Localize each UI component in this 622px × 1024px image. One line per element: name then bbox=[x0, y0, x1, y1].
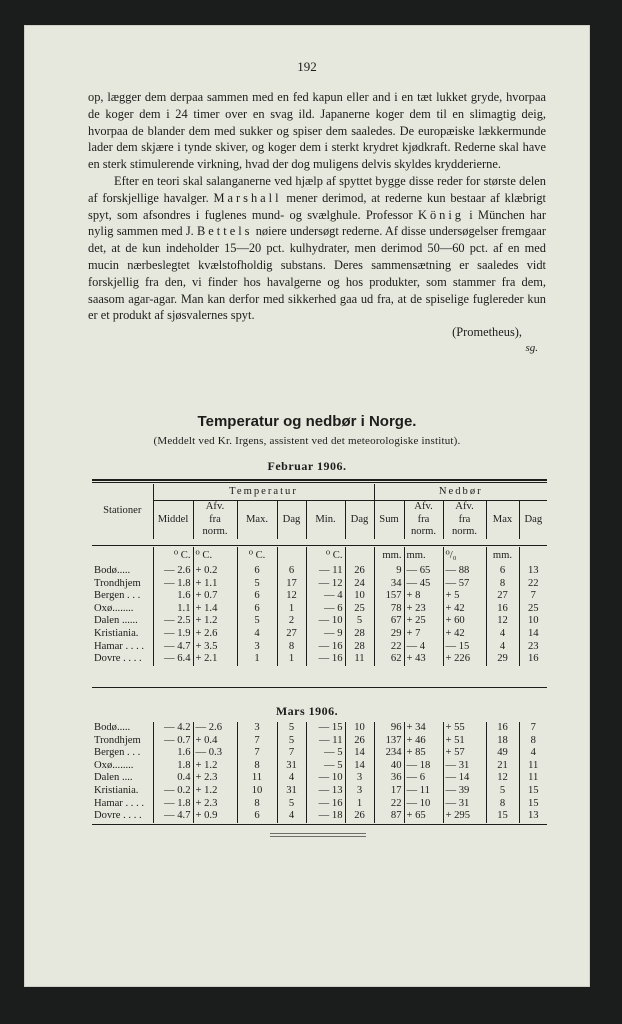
table-cell: ⁰ C. bbox=[153, 547, 193, 565]
table-cell: — 4 bbox=[306, 590, 345, 603]
table-cell: 7 bbox=[519, 590, 547, 603]
header-sum: Sum bbox=[374, 501, 404, 539]
table-cell: 27 bbox=[486, 590, 519, 603]
table-cell: ⁰/₀ bbox=[443, 547, 486, 565]
table-cell: — 2.6 bbox=[153, 565, 193, 578]
table-cell: — 16 bbox=[306, 641, 345, 654]
february-bottom-rule bbox=[92, 687, 547, 688]
header-nedbor: Nedbør bbox=[374, 484, 547, 501]
table-cell: 4 bbox=[277, 810, 306, 823]
table-cell: 234 bbox=[374, 747, 404, 760]
table-cell: — 1.8 bbox=[153, 578, 193, 591]
table-cell: 11 bbox=[237, 772, 277, 785]
table-cell: — 11 bbox=[306, 565, 345, 578]
table-cell: 28 bbox=[345, 628, 374, 641]
table-cell: 157 bbox=[374, 590, 404, 603]
author-name-konig: König bbox=[418, 207, 464, 222]
table-cell: ⁰ C. bbox=[237, 547, 277, 565]
table-cell: — 45 bbox=[404, 578, 443, 591]
table-cell: + 295 bbox=[443, 810, 486, 823]
table-cell: — 10 bbox=[306, 615, 345, 628]
station-name: Oxø........ bbox=[94, 602, 134, 614]
table-cell: — 65 bbox=[404, 565, 443, 578]
table-cell: 1 bbox=[345, 798, 374, 811]
table-cell: 5 bbox=[277, 798, 306, 811]
table-row bbox=[92, 653, 547, 666]
march-table bbox=[92, 722, 547, 823]
table-cell: — 4.2 bbox=[153, 722, 193, 735]
table-cell: + 3.5 bbox=[193, 641, 237, 654]
table-row bbox=[92, 735, 547, 748]
table-cell: 10 bbox=[519, 615, 547, 628]
table-cell: 6 bbox=[237, 603, 277, 616]
table-cell: 13 bbox=[519, 565, 547, 578]
page-number: 192 bbox=[297, 59, 317, 74]
table-cell: 2 bbox=[277, 615, 306, 628]
table-cell: 14 bbox=[519, 628, 547, 641]
table-cell: + 42 bbox=[443, 628, 486, 641]
table-cell: 29 bbox=[374, 628, 404, 641]
document-page bbox=[24, 25, 590, 987]
table-cell: — 39 bbox=[443, 785, 486, 798]
table-cell: 13 bbox=[519, 810, 547, 823]
table-cell: + 85 bbox=[404, 747, 443, 760]
table-cell: + 34 bbox=[404, 722, 443, 735]
table-cell: — 10 bbox=[306, 772, 345, 785]
table-cell: 11 bbox=[519, 772, 547, 785]
header-bottom-rule bbox=[92, 545, 547, 546]
table-cell: 5 bbox=[277, 722, 306, 735]
table-cell: + 5 bbox=[443, 590, 486, 603]
table-cell: 26 bbox=[345, 735, 374, 748]
table-cell bbox=[519, 547, 547, 565]
table-cell: 3 bbox=[345, 772, 374, 785]
table-cell: + 0.2 bbox=[193, 565, 237, 578]
table-cell: + 43 bbox=[404, 653, 443, 666]
table-row bbox=[92, 628, 547, 641]
station-name: Hamar . . . . bbox=[94, 640, 145, 652]
table-cell: 4 bbox=[277, 772, 306, 785]
table-cell: + 1.4 bbox=[193, 603, 237, 616]
table-cell: 62 bbox=[374, 653, 404, 666]
table-cell: — 12 bbox=[306, 578, 345, 591]
table-cell: 15 bbox=[519, 785, 547, 798]
station-name: Bodø..... bbox=[94, 722, 131, 733]
table-cell: 4 bbox=[237, 628, 277, 641]
table-cell: 24 bbox=[345, 578, 374, 591]
table-cell: + 46 bbox=[404, 735, 443, 748]
table-cell: mm. bbox=[486, 547, 519, 565]
table-cell: + 2.6 bbox=[193, 628, 237, 641]
table-cell: 8 bbox=[237, 760, 277, 773]
table-cell: — 18 bbox=[306, 810, 345, 823]
table-cell: — 6 bbox=[306, 603, 345, 616]
table-cell: — 0.7 bbox=[153, 735, 193, 748]
table-row bbox=[92, 615, 547, 628]
table-row bbox=[92, 810, 547, 823]
table-cell: — 14 bbox=[443, 772, 486, 785]
table-cell: — 0.2 bbox=[153, 785, 193, 798]
table-cell: + 0.9 bbox=[193, 810, 237, 823]
table-cell: + 55 bbox=[443, 722, 486, 735]
table-cell: + 1.2 bbox=[193, 760, 237, 773]
table-cell: — 1.9 bbox=[153, 628, 193, 641]
table-cell: 10 bbox=[345, 722, 374, 735]
table-cell: 7 bbox=[237, 747, 277, 760]
table-cell: — 15 bbox=[306, 722, 345, 735]
table-cell: + 60 bbox=[443, 615, 486, 628]
author-name-bettels: Bettels bbox=[197, 224, 253, 239]
table-cell: 21 bbox=[486, 760, 519, 773]
table-cell: — 5 bbox=[306, 747, 345, 760]
table-cell: + 226 bbox=[443, 653, 486, 666]
table-cell: 8 bbox=[486, 798, 519, 811]
table-row bbox=[92, 590, 547, 603]
table-cell: 3 bbox=[237, 641, 277, 654]
table-cell: 11 bbox=[519, 760, 547, 773]
table-cell: — 11 bbox=[306, 735, 345, 748]
table-top-rule-thin bbox=[92, 482, 547, 483]
paragraph-1: op, lægger dem derpaa sammen med en fed kapun eller and i en tæt lukket gryde, hvorpaa de koger dem i 24 timer over en svag ild. Japanerne koger dem til en slimagtig deig, hvorpaa de blander dem med sukker og spiser dem saaledes. De europæiske lækkermunde lader dem skjære i tynde skiver, og koger dem i sterkt krydret kjødkraft. Rederne skal have en sterk stimulerende virkning, hvad der dog muligens delvis skyldes krydderierne. bbox=[88, 90, 546, 172]
table-cell: + 25 bbox=[404, 615, 443, 628]
table-cell: 4 bbox=[486, 641, 519, 654]
table-cell: 4 bbox=[486, 628, 519, 641]
table-cell: — 6.4 bbox=[153, 653, 193, 666]
table-cell: 14 bbox=[345, 747, 374, 760]
march-bottom-rule bbox=[92, 824, 547, 825]
table-cell: 17 bbox=[277, 578, 306, 591]
month-heading-march: Mars 1906. bbox=[275, 704, 339, 718]
table-cell: — 9 bbox=[306, 628, 345, 641]
table-cell: — 2.5 bbox=[153, 615, 193, 628]
station-name: Kristiania. bbox=[94, 627, 139, 639]
table-cell: — 31 bbox=[443, 760, 486, 773]
table-cell: 3 bbox=[345, 785, 374, 798]
table-cell: 1 bbox=[237, 653, 277, 666]
table-cell: — 4 bbox=[404, 641, 443, 654]
table-cell: 36 bbox=[374, 772, 404, 785]
table-cell: 18 bbox=[486, 735, 519, 748]
table-cell: 1 bbox=[277, 653, 306, 666]
table-cell: 12 bbox=[277, 590, 306, 603]
table-cell: — 13 bbox=[306, 785, 345, 798]
table-cell: 5 bbox=[237, 615, 277, 628]
table-cell: 49 bbox=[486, 747, 519, 760]
table-cell: 15 bbox=[486, 810, 519, 823]
month-heading-february: Februar 1906. bbox=[267, 459, 347, 473]
table-cell: 1.1 bbox=[153, 603, 193, 616]
table-cell: + 2.3 bbox=[193, 798, 237, 811]
table-cell: 8 bbox=[486, 578, 519, 591]
table-cell: 5 bbox=[237, 578, 277, 591]
table-row bbox=[92, 747, 547, 760]
table-title: Temperatur og nedbør i Norge. bbox=[197, 413, 417, 430]
table-cell: — 15 bbox=[443, 641, 486, 654]
table-cell: 4 bbox=[519, 747, 547, 760]
station-name: Hamar . . . . bbox=[94, 797, 145, 809]
table-cell: 17 bbox=[374, 785, 404, 798]
table-cell: + 0.4 bbox=[193, 735, 237, 748]
author-name-marshall: Marshall bbox=[213, 190, 282, 205]
table-cell: + 0.7 bbox=[193, 590, 237, 603]
table-cell: 16 bbox=[486, 722, 519, 735]
table-cell: 67 bbox=[374, 615, 404, 628]
table-cell: + 51 bbox=[443, 735, 486, 748]
table-cell: ⁰ C. bbox=[193, 547, 237, 565]
header-max-nedbor: Max bbox=[486, 501, 519, 539]
table-cell: + 2.1 bbox=[193, 653, 237, 666]
table-cell: mm. bbox=[404, 547, 443, 565]
table-cell: 40 bbox=[374, 760, 404, 773]
station-name: Trondhjem bbox=[94, 577, 141, 589]
table-cell: 6 bbox=[486, 565, 519, 578]
station-name: Kristiania. bbox=[94, 784, 139, 796]
table-cell: 1.8 bbox=[153, 760, 193, 773]
table-cell: 14 bbox=[345, 760, 374, 773]
table-header: Stationer Temperatur Nedbør Middel Afv. Max. Dag Min. Dag Sum Afv. Afv. Max Dag fra fra fra norm. norm. norm. bbox=[92, 484, 547, 539]
table-cell: + 57 bbox=[443, 747, 486, 760]
table-cell: 22 bbox=[374, 641, 404, 654]
table-cell: + 1.2 bbox=[193, 615, 237, 628]
table-cell: 3 bbox=[237, 722, 277, 735]
header-dag-nedbor: Dag bbox=[519, 501, 547, 539]
table-cell: 16 bbox=[486, 603, 519, 616]
table-cell: 25 bbox=[345, 603, 374, 616]
header-temperatur: Temperatur bbox=[153, 484, 374, 501]
table-cell: 10 bbox=[345, 590, 374, 603]
table-cell: 1.6 bbox=[153, 747, 193, 760]
table-cell: 6 bbox=[237, 590, 277, 603]
table-row bbox=[92, 785, 547, 798]
table-row bbox=[92, 722, 547, 735]
station-name: Oxø........ bbox=[94, 759, 134, 771]
table-cell: — 57 bbox=[443, 578, 486, 591]
table-cell: 78 bbox=[374, 603, 404, 616]
table-cell: — 4.7 bbox=[153, 641, 193, 654]
table-cell: 1.6 bbox=[153, 590, 193, 603]
table-cell: 6 bbox=[277, 565, 306, 578]
table-cell: — 88 bbox=[443, 565, 486, 578]
closing-rule bbox=[270, 833, 366, 834]
header-min: Min. bbox=[306, 501, 345, 539]
table-row bbox=[92, 772, 547, 785]
table-cell: + 8 bbox=[404, 590, 443, 603]
table-cell: — 18 bbox=[404, 760, 443, 773]
table-cell: 8 bbox=[237, 798, 277, 811]
station-name: Dalen ...... bbox=[94, 615, 138, 627]
table-subtitle: (Meddelt ved Kr. Irgens, assistent ved det meteorologiske institut). bbox=[153, 435, 461, 447]
table-row bbox=[92, 578, 547, 591]
table-cell: 12 bbox=[486, 772, 519, 785]
table-cell: 34 bbox=[374, 578, 404, 591]
table-cell: 29 bbox=[486, 653, 519, 666]
table-cell: 5 bbox=[486, 785, 519, 798]
header-middel: Middel bbox=[153, 501, 193, 539]
source-citation: (Prometheus), bbox=[452, 325, 522, 340]
table-cell: + 7 bbox=[404, 628, 443, 641]
closing-rule bbox=[270, 836, 366, 837]
table-cell bbox=[277, 547, 306, 565]
table-cell: — 16 bbox=[306, 653, 345, 666]
table-cell: 27 bbox=[277, 628, 306, 641]
table-cell: 28 bbox=[345, 641, 374, 654]
table-cell: 8 bbox=[519, 735, 547, 748]
table-cell: 5 bbox=[345, 615, 374, 628]
article-text bbox=[88, 89, 546, 355]
signature: sg. bbox=[525, 341, 538, 354]
table-cell: mm. bbox=[374, 547, 404, 565]
station-name: Bergen . . . bbox=[94, 747, 141, 759]
table-cell: 8 bbox=[277, 641, 306, 654]
table-cell: 31 bbox=[277, 760, 306, 773]
table-cell: 31 bbox=[277, 785, 306, 798]
table-cell: — 10 bbox=[404, 798, 443, 811]
header-dag: Dag bbox=[345, 501, 374, 539]
table-cell: 5 bbox=[277, 735, 306, 748]
table-cell: — 5 bbox=[306, 760, 345, 773]
table-cell: — 2.6 bbox=[193, 722, 237, 735]
table-cell bbox=[345, 547, 374, 565]
february-table bbox=[92, 547, 547, 666]
table-cell: 26 bbox=[345, 565, 374, 578]
table-cell: 7 bbox=[277, 747, 306, 760]
table-cell: 10 bbox=[237, 785, 277, 798]
table-cell: 96 bbox=[374, 722, 404, 735]
table-cell: + 42 bbox=[443, 603, 486, 616]
table-cell: — 0.3 bbox=[193, 747, 237, 760]
table-cell: — 4.7 bbox=[153, 810, 193, 823]
table-cell: — 1.8 bbox=[153, 798, 193, 811]
station-name: Bodø..... bbox=[94, 565, 131, 576]
header-dag: Dag bbox=[277, 501, 306, 539]
table-cell: 87 bbox=[374, 810, 404, 823]
header-max: Max. bbox=[237, 501, 277, 539]
table-cell: + 1.1 bbox=[193, 578, 237, 591]
table-cell: 12 bbox=[486, 615, 519, 628]
table-cell: 9 bbox=[374, 565, 404, 578]
table-cell: + 1.2 bbox=[193, 785, 237, 798]
table-cell: 23 bbox=[519, 641, 547, 654]
station-name: Dalen .... bbox=[94, 772, 133, 784]
station-name: Bergen . . . bbox=[94, 590, 141, 602]
table-cell: — 16 bbox=[306, 798, 345, 811]
table-row bbox=[92, 565, 547, 578]
table-cell: 25 bbox=[519, 603, 547, 616]
station-name bbox=[92, 547, 153, 565]
table-row bbox=[92, 603, 547, 616]
table-cell: 7 bbox=[519, 722, 547, 735]
table-cell: 6 bbox=[237, 565, 277, 578]
station-name: Trondhjem bbox=[94, 734, 141, 746]
table-cell: 0.4 bbox=[153, 772, 193, 785]
table-cell: 22 bbox=[519, 578, 547, 591]
header-stationer: Stationer bbox=[103, 505, 142, 516]
table-cell: 1 bbox=[277, 603, 306, 616]
table-cell: 137 bbox=[374, 735, 404, 748]
paragraph-2: Efter en teori skal salanganerne ved hjælp af spyttet bygge disse reder for største delen af forskjellige havalger. Marshall mener derimod, at rederne kun bestaar af klæbrigt spyt, som afsondres i fuglenes mund- og svælghule. Professor König i München har nylig sammen med J. Bettels nøiere undersøgt rederne. Af disse undersøgelser fremgaar det, at de kun indeholder 15—20 pct. kulhydrater, men derimod 50—60 pct. af en med mucin nærbeslegtet kvælstofholdig substans. Deres sammensætning er saaledes vidt forskjellig fra den, vi finder hos havalgerne og hos produkter, som stammer fra dem, saasom agar-agar. Man kan derfor med sikkerhed gaa ud fra, at de spiselige fuglereder kun er et produkt af sjøsvalernes spyt. bbox=[88, 173, 547, 323]
station-name: Dovre . . . . bbox=[94, 810, 142, 822]
table-cell: + 23 bbox=[404, 603, 443, 616]
table-cell: + 65 bbox=[404, 810, 443, 823]
table-row bbox=[92, 641, 547, 654]
table-cell: + 2.3 bbox=[193, 772, 237, 785]
table-cell: 22 bbox=[374, 798, 404, 811]
table-cell: — 31 bbox=[443, 798, 486, 811]
table-cell: 11 bbox=[345, 653, 374, 666]
table-cell: — 6 bbox=[404, 772, 443, 785]
table-cell: 26 bbox=[345, 810, 374, 823]
table-cell: — 11 bbox=[404, 785, 443, 798]
table-cell: 7 bbox=[237, 735, 277, 748]
table-top-rule bbox=[92, 479, 547, 481]
station-name: Dovre . . . . bbox=[94, 653, 142, 665]
table-cell: 15 bbox=[519, 798, 547, 811]
units-row bbox=[92, 547, 547, 565]
table-row bbox=[92, 760, 547, 773]
table-cell: 6 bbox=[237, 810, 277, 823]
table-cell: ⁰ C. bbox=[306, 547, 345, 565]
table-cell: 16 bbox=[519, 653, 547, 666]
table-row bbox=[92, 798, 547, 811]
